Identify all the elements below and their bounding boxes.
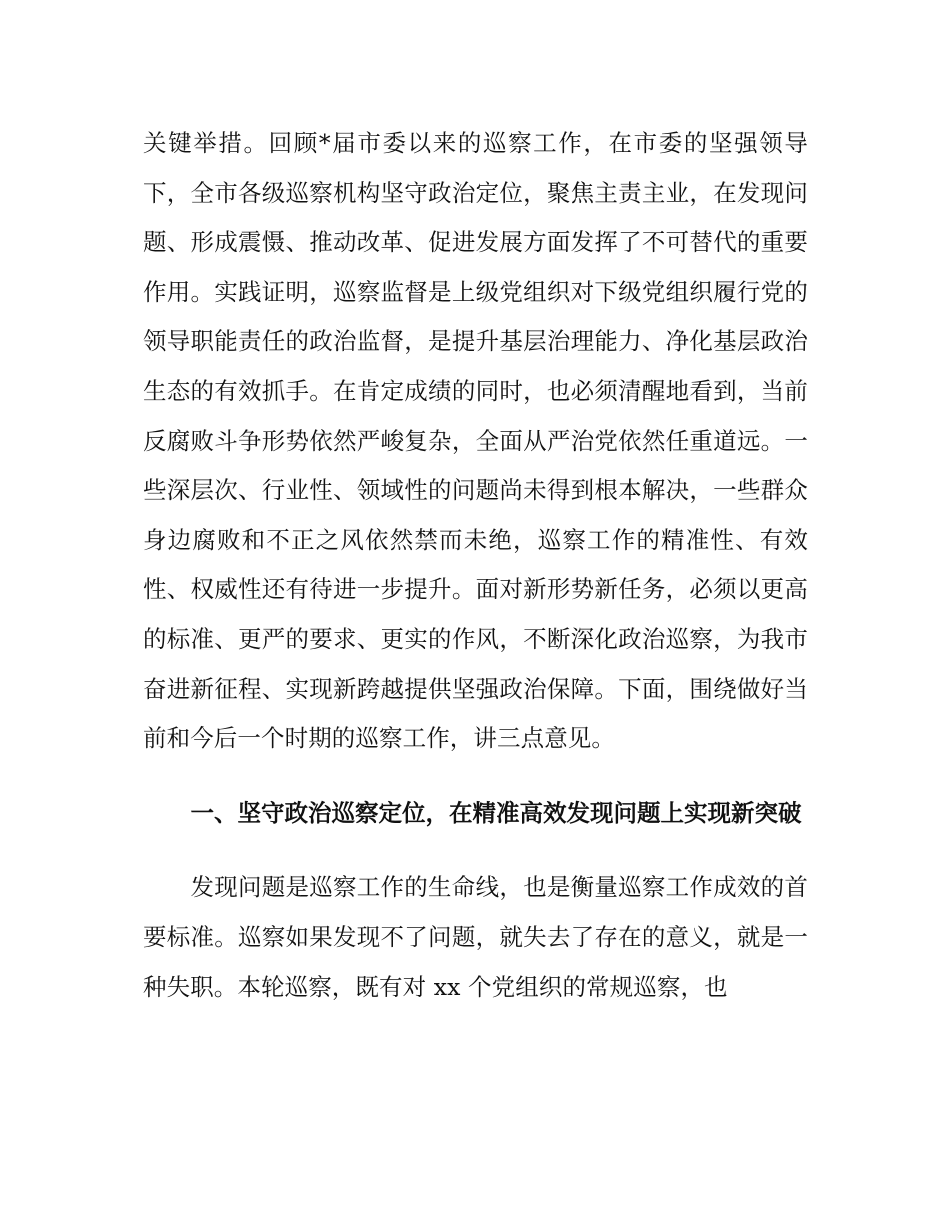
document-page	[143, 119, 808, 1012]
section-heading-1: 一、坚守政治巡察定位，在精准高效发现问题上实现新突破	[190, 798, 802, 827]
body-paragraph-section-1: 发现问题是巡察工作的生命线，也是衡量巡察工作成效的首要标准。巡察如果发现不了问题，就失去了存在的意义，就是一种失职。本轮巡察，既有对 xx 个党组织的常规巡察，也	[143, 873, 808, 1001]
body-paragraph-intro: 关键举措。回顾*届市委以来的巡察工作，在市委的坚强领导下，全市各级巡察机构坚守政治定位，聚焦主责主业，在发现问题、形成震慑、推动改革、促进发展方面发挥了不可替代的重要作用。实践证明，巡察监督是上级党组织对下级党组织履行党的领导职能责任的政治监督，是提升基层治理能力、净化基层政治生态的有效抓手。在肯定成绩的同时，也必须清醒地看到，当前反腐败斗争形势依然严峻复杂，全面从严治党依然任重道远。一些深层次、行业性、领域性的问题尚未得到根本解决，一些群众身边腐败和不正之风依然禁而未绝，巡察工作的精准性、有效性、权威性还有待进一步提升。面对新形势新任务，必须以更高的标准、更严的要求、更实的作风，不断深化政治巡察，为我市奋进新征程、实现新跨越提供坚强政治保障。下面，围绕做好当前和今后一个时期的巡察工作，讲三点意见。	[143, 129, 808, 753]
